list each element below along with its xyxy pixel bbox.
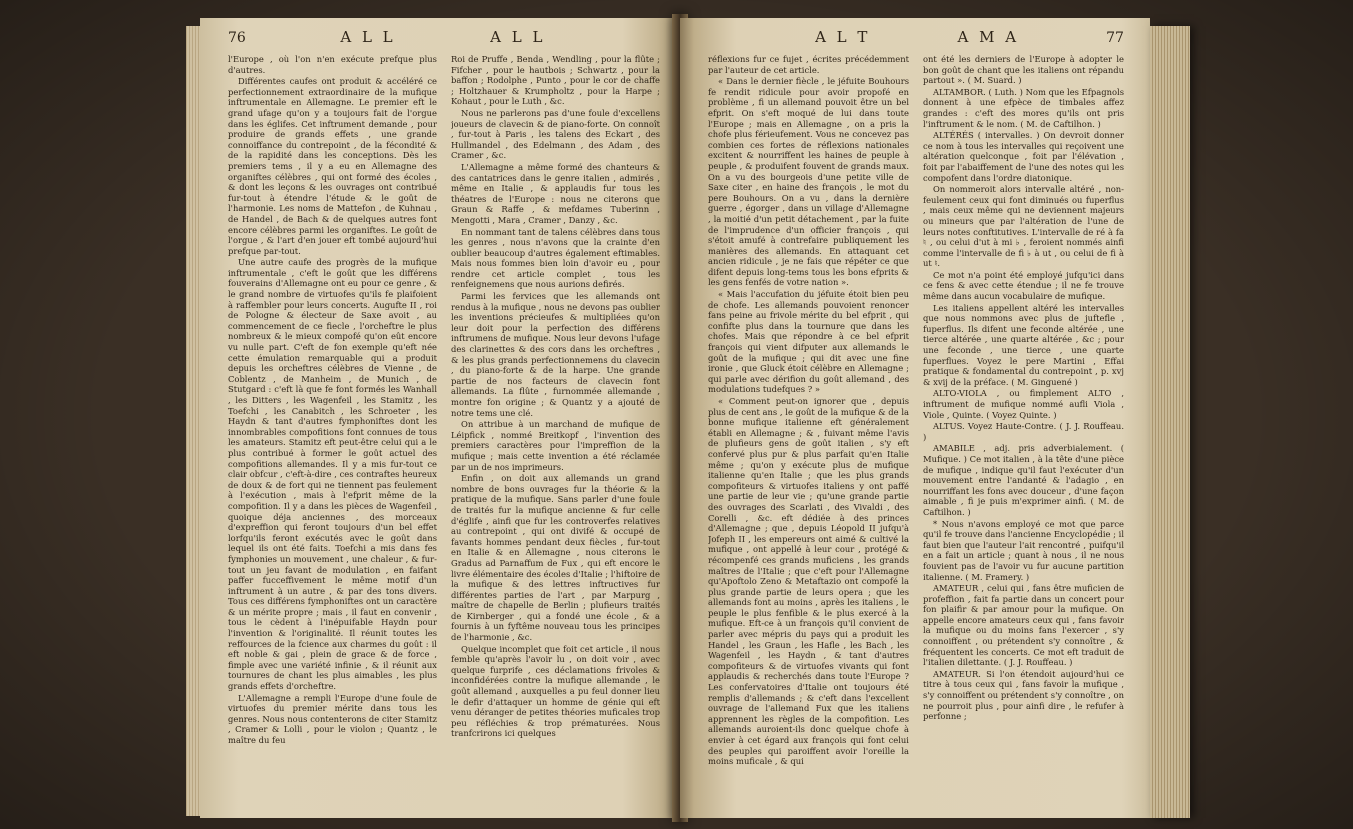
dictionary-entry: ALTÉRÉS ( intervalles. ) On devroit donner ce nom à tous les intervalles qui reçoivent une altération quelconque , foit par l'élévation , foit par l'abaiffement de l'une des notes qui les compofent dans l'ordre diatonique. <box>923 130 1124 183</box>
paragraph: Les italiens appellent altéré les intervalles que nous nommons avec plus de juftefle , fuperflus. Ils difent une feconde altérée , une tierce altérée , une quarte altérée , &c ; pour une feconde , une tierce , une quarte fuperflues. Voyez le pere Martini , Effai pratique & fondamental du contrepoint , p. xvj & xvij de la préface. ( M. Ginguené ) <box>923 302 1124 387</box>
left-page-number: 76 <box>228 30 246 46</box>
page-edges-right <box>1150 26 1190 818</box>
paragraph: Nous ne parlerons pas d'une foule d'excellens joueurs de clavecin & de piano-forte. On connoît , fur-tout à Paris , les talens des Eckart , des Hullmandel , des Edelmann , des Adam , des Cramer , &c. <box>451 107 660 161</box>
paragraph: « Comment peut-on ignorer que , depuis plus de cent ans , le goût de la mufique & de la bonne mufique italienne eft généralement établi en Allemagne ; & , fuivant même l'avis de plufieurs gens de goût italien , s'y eft confervé plus pur & plus parfait qu'en Italie même ; qu'on y exécute plus de mufique italienne qu'en Italie ; que les plus grands compofiteurs & virtuofes italiens y ont paffé une partie de leur vie ; qu'une grande partie des ouvrages des Scarlati , des Vivaldi , des Corelli , &c. eft dédiée à des princes d'Allemagne ; que , depuis Léopold II jufqu'à Jofeph II , les empereurs ont aimé & cultivé la mufique , ont appellé à leur cour , protégé & récompenfé ces grands muficiens , les grands maîtres de l'Italie ; que c'eft pour l'Allemagne qu'Apoftolo Zeno & Metaftazio ont compofé la plus grande partie de leurs opera ; que les allemands font au moins , après les italiens , le peuple le plus fenfible & le plus exercé à la mufique. Eft-ce à un françois qu'il convient de parler avec mépris du pays qui a produit les Handel , les Graun , les Hafle , les Bach , les Wagenfeil , les Haydn , & tant d'autres compofiteurs & de virtuofes vivants qui font applaudis & recherchés dans toute l'Europe ? Les confervatoires d'Italie ont toujours été remplis d'allemands ; & c'eft dans l'excellent ouvrage de l'allemand Fux que les italiens apprennent les règles de la compofition. Les allemands auroient-ils donc quelque chofe à envier à cet égard aux françois qui font celui des peuples qui paroiffent avoir l'oreille la moins muficale , & qui <box>708 396 909 767</box>
left-column-1 <box>228 54 437 808</box>
dictionary-entry: ALTO-VIOLA , ou fimplement ALTO , inftrument de mufique nommé aufli Viola , Viole , Quinte. ( Voyez Quinte. ) <box>923 388 1124 420</box>
paragraph: L'Allemagne a rempli l'Europe d'une foule de virtuofes du premier mérite dans tous les genres. Nous nous contenterons de citer Stamitz , Cramer & Lolli , pour le violon ; Quantz , le maître du feu <box>228 692 437 745</box>
paragraph: Roi de Pruffe , Benda , Wendling , pour la flûte ; Fifcher , pour le hautbois ; Schwartz , pour la baffon ; Rodolphe , Punto , pour le cor de chaffe ; Holtzhauer & Krumpholtz , pour la Harpe ; Kohaut , pour le Luth , &c. <box>451 54 660 107</box>
right-page <box>680 18 1150 818</box>
right-running-head-2: A M A <box>957 28 1020 46</box>
dictionary-entry: AMATEUR. Si l'on étendoit aujourd'hui ce titre à tous ceux qui , fans favoir la mufique , s'y connoiffent ou prétendent s'y connoître , on ne pourroit plus , pour ainfi dire , le refufer à perfonne ; <box>923 668 1124 722</box>
paragraph: En nommant tant de talens célèbres dans tous les genres , nous n'avons que la crainte d'en oublier beaucoup d'autres également eftimables. Mais nous fommes bien loin d'avoir eu , pour rendre cet article complet , tous les renfeignemens que nous aurions defirés. <box>451 226 660 290</box>
paragraph: Une autre caufe des progrès de la mufique inftrumentale , c'eft le goût que les différens fouverains d'Allemagne ont eu pour ce genre , & le grand nombre de virtuofes qu'ils fe plaifoient à raffembler pour leurs concerts. Augufte II , roi de Pologne & électeur de Saxe avoit , au commencement de ce fiecle , l'orcheftre le plus nombreux & le mieux compofé qu'on eût encore vu nulle part. C'eft de fon exemple qu'eft née cette émulation remarquable qui a produit depuis les orcheftres célèbres de Vienne , de Coblentz , de Manheim , de Munich , de Stutgard : c'eft là que fe font formés les Wanhall , les Ditters , les Wagenfeil , les Stamitz , les Toefchi , les Canabitch , les Schroeter , les Haydn & tant d'autres fymphoniftes dont les innombrables compofitions font connues de tous les amateurs. Stamitz eft peut-être celui qui a le plus contribué à former le goût actuel des compofitions allemandes. Il y a mis fur-tout ce clair obfcur , c'eft-à-dire , ces contraftes heureux de doux & de fort qui ne tiennent pas feulement à l'exécution , mais à l'efprit même de la compofition. Il y a dans les pièces de Wagenfeil , quoique déja anciennes , des morceaux d'expreffion qui feront toujours d'un bel effet lorfqu'ils feront exécutés avec le goût dans lequel ils ont été faits. Toefchi a mis dans fes fymphonies un mouvement , une chaleur , & fur-tout un jeu favant de modulation , en faifant paffer fucceffivement le même motif d'un inftrument à un autre , & par des tons divers. Tous ces différens fymphoniftes ont un caractère & un mérite propre ; mais , il faut en convenir , tous le cèdent à l'inépuifable Haydn pour l'invention & l'originalité. Il réunit toutes les reffources de la fcience aux charmes du goût : il eft noble & gai , plein de grace & de force , fimple avec une variété infinie , & il réunit aux tournures de chant les plus aimables , les plus grands effets d'orcheftre. <box>228 257 437 692</box>
left-running-head-1: A L L <box>340 28 396 46</box>
left-running-header <box>228 28 660 46</box>
right-page-number: 77 <box>1106 30 1124 46</box>
right-columns <box>708 54 1124 808</box>
paragraph: « Mais l'accufation du jéfuite étoit bien peu de chofe. Les allemands pouvoient renoncer fans peine au frivole mérite du bel efprit , qui confifte plus dans la tournure que dans les chofes. Mais que répondre à ce bel efprit françois qui vient difputer aux allemands le goût de la mufique ; qui dit avec une fine ironie , que Gluck étoit célèbre en Allemagne ; qui parle avec dérifion du goût allemand , des modulations tudefques ? » <box>708 289 909 395</box>
dictionary-entry: AMATEUR , celui qui , fans être muficien de profeffion , fait fa partie dans un concert pour fon plaifir & par amour pour la mufique. On appelle encore amateurs ceux qui , fans favoir la mufique ou du moins fans l'exercer , s'y connoiffent , ou prétendent s'y connoître , & fréquentent les concerts. Ce mot eft traduit de l'italien dilettante. ( J. J. Rouffeau. ) <box>923 583 1124 668</box>
right-column-2 <box>923 54 1124 808</box>
paragraph: réflexions fur ce fujet , écrites précédemment par l'auteur de cet article. <box>708 54 909 75</box>
paragraph: L'Allemagne a même formé des chanteurs & des cantatrices dans le genre italien , admirés , même en Italie , & applaudis fur tous les théatres de l'Europe : nous ne citerons que Graun & Raffe , & mefdames Tuberinn , Mengotti , Mara , Cramer , Danzy , &c. <box>451 161 660 225</box>
paragraph: On nommeroit alors intervalle altéré , non-feulement ceux qui font diminués ou fuperflus , mais ceux même qui ne deviennent majeurs ou mineurs que par l'altération de l'une de leurs notes conftitutives. L'intervalle de ré à fa ♮ , ou celui d'ut à mi ♭ , feroient nommés ainfi comme l'intervalle de fi ♭ à ut , ou celui de fi à ut ♮. <box>923 184 1124 269</box>
paragraph: Quelque incomplet que foit cet article , il nous femble qu'après l'avoir lu , on doit voir , avec quelque furprife , ces déclamations frivoles & inconfidérées contre la mufique allemande , le goût allemand , auxquelles a pu feul donner lieu le defir d'attaquer un homme de génie qui eft venu déranger de petites théories muficales trop peu réfléchies & trop prématurées. Nous tranfcrirons ici quelques <box>451 643 660 739</box>
left-page <box>200 18 680 818</box>
dictionary-entry: ALTUS. Voyez Haute-Contre. ( J. J. Rouffeau. ) <box>923 421 1124 442</box>
dictionary-entry: AMABILE , adj. pris adverbialement. ( Mufique. ) Ce mot italien , à la tête d'une pièce de mufique , indique qu'il faut l'exécuter d'un mouvement entre l'andanté & l'adagio , en nourriffant les fons avec douceur , d'une façon aimable , fi je puis m'exprimer ainfi. ( M. de Caftilhon. ) <box>923 443 1124 517</box>
left-running-head-2: A L L <box>490 28 546 46</box>
paragraph: ont été les derniers de l'Europe à adopter le bon goût de chant que les italiens ont répandu partout ». ( M. Suard. ) <box>923 54 1124 86</box>
left-column-2 <box>451 54 660 808</box>
right-running-header <box>708 28 1124 46</box>
paragraph: * Nous n'avons employé ce mot que parce qu'il fe trouve dans l'ancienne Encyclopédie ; il faut bien que l'auteur l'ait rencontré , puifqu'il en a fait un article ; quant à nous , il ne nous fouvient pas de l'avoir vu fur aucune partition italienne. ( M. Framery. ) <box>923 518 1124 582</box>
right-running-head-1: A L T <box>815 28 871 46</box>
paragraph: « Dans le dernier fiècle , le jéfuite Bouhours fe rendit ridicule pour avoir propofé en problème , fi un allemand pouvoit être un bel efprit. On s'eft moqué de lui dans toute l'Europe ; mais en Allemagne , on a pris la chofe plus férieufement. Vous ne concevez pas combien ces fortes de réflexions nationales excitent & nourriffent les haines de peuple à peuple , & produifent fouvent de grands maux. On a vu des bourgeois d'une petite ville de Saxe citer , en haine des françois , le mot du pere Bouhours. On a vu , dans la dernière guerre , égorger , dans un village d'Allemagne , la moitié d'un petit détachement , par la fuite de l'imprudence d'un officier françois , qui s'étoit amufé à contrefaire publiquement les manières des allemands. En attaquant cet ancien ridicule , je ne fais que répéter ce que difent depuis long-tems tous les bons efprits & les gens fenfés de votre nation ». <box>708 76 909 288</box>
paragraph: Ce mot n'a point été employé jufqu'ici dans ce fens & avec cette étendue ; il ne fe trouve même dans aucun vocabulaire de mufique. <box>923 269 1124 302</box>
paragraph: Enfin , on doit aux allemands un grand nombre de bons ouvrages fur la théorie & la pratique de la mufique. Sans parler d'une foule de traités fur la mufique ancienne & fur celle d'églife , ainfi que fur les controverfes relatives au contrepoint , qui ont divifé & occupé de favants hommes pendant deux fiècles , fur-tout en Italie & en Allemagne , nous citerons le Gradus ad Parnaffum de Fux , qui eft encore le livre élémentaire des écoles d'Italie ; l'hiftoire de la mufique & des lettres inftructives fur différentes parties de l'art , par Marpurg , maître de chapelle de Berlin ; plufieurs traités de Kirnberger , qui a fondé une école , & a fournis à un fyftême nouveau tous les principes de l'harmonie , &c. <box>451 473 660 643</box>
paragraph: Différentes caufes ont produit & accéléré ce perfectionnement extraordinaire de la mufique inftrumentale en Allemagne. Le premier eft le grand ufage qu'on y a toujours fait de l'orgue dans les églifes. Cet inftrument demande , pour produire de grands effets , une grande connoiffance du contrepoint , de la fécondité & de la rapidité dans les conceptions. Dès les premiers tems , il y a eu en Allemagne des organiftes célèbres , qui ont formé des écoles , & dont les leçons & les ouvrages ont contribué fur-tout à étendre l'étude & le goût de l'harmonie. Les noms de Mattefon , de Kuhnau , de Handel , de Bach & de quelques autres font encore célèbres parmi les organiftes. Le goût de l'orgue , & l'art d'en jouer eft tombé aujourd'hui prefque par-tout. <box>228 76 437 256</box>
paragraph: On attribue à un marchand de mufique de Léipfick , nommé Breitkopf , l'invention des premiers caractères pour l'impreffion de la mufique ; mais cette invention a été réclamée par un de nos imprimeurs. <box>451 419 660 472</box>
paragraph: Parmi les fervices que les allemands ont rendus à la mufique , nous ne devons pas oublier les inventions précieufes & multipliées qu'on leur doit pour la perfection des différens inftrumens de mufique. Nous leur devons l'ufage des clarinettes & des cors dans les orcheftres , & les plus grands perfectionnemens du clavecin , du piano-forte & de la harpe. Une grande partie de nos facteurs de clavecin font allemands. La flûte , furnommée allemande , montre fon origine ; & Quantz y a ajouté de notre tems une clé. <box>451 291 660 418</box>
dictionary-entry: ALTAMBOR. ( Luth. ) Nom que les Efpagnols donnent à une efpèce de timbales affez grandes : c'eft des mores qu'ils ont pris l'inftrument & le nom. ( M. de Caftilhon. ) <box>923 86 1124 129</box>
right-column-1 <box>708 54 909 808</box>
paragraph: l'Europe , où l'on n'en exécute prefque plus d'autres. <box>228 54 437 75</box>
left-columns <box>228 54 660 808</box>
